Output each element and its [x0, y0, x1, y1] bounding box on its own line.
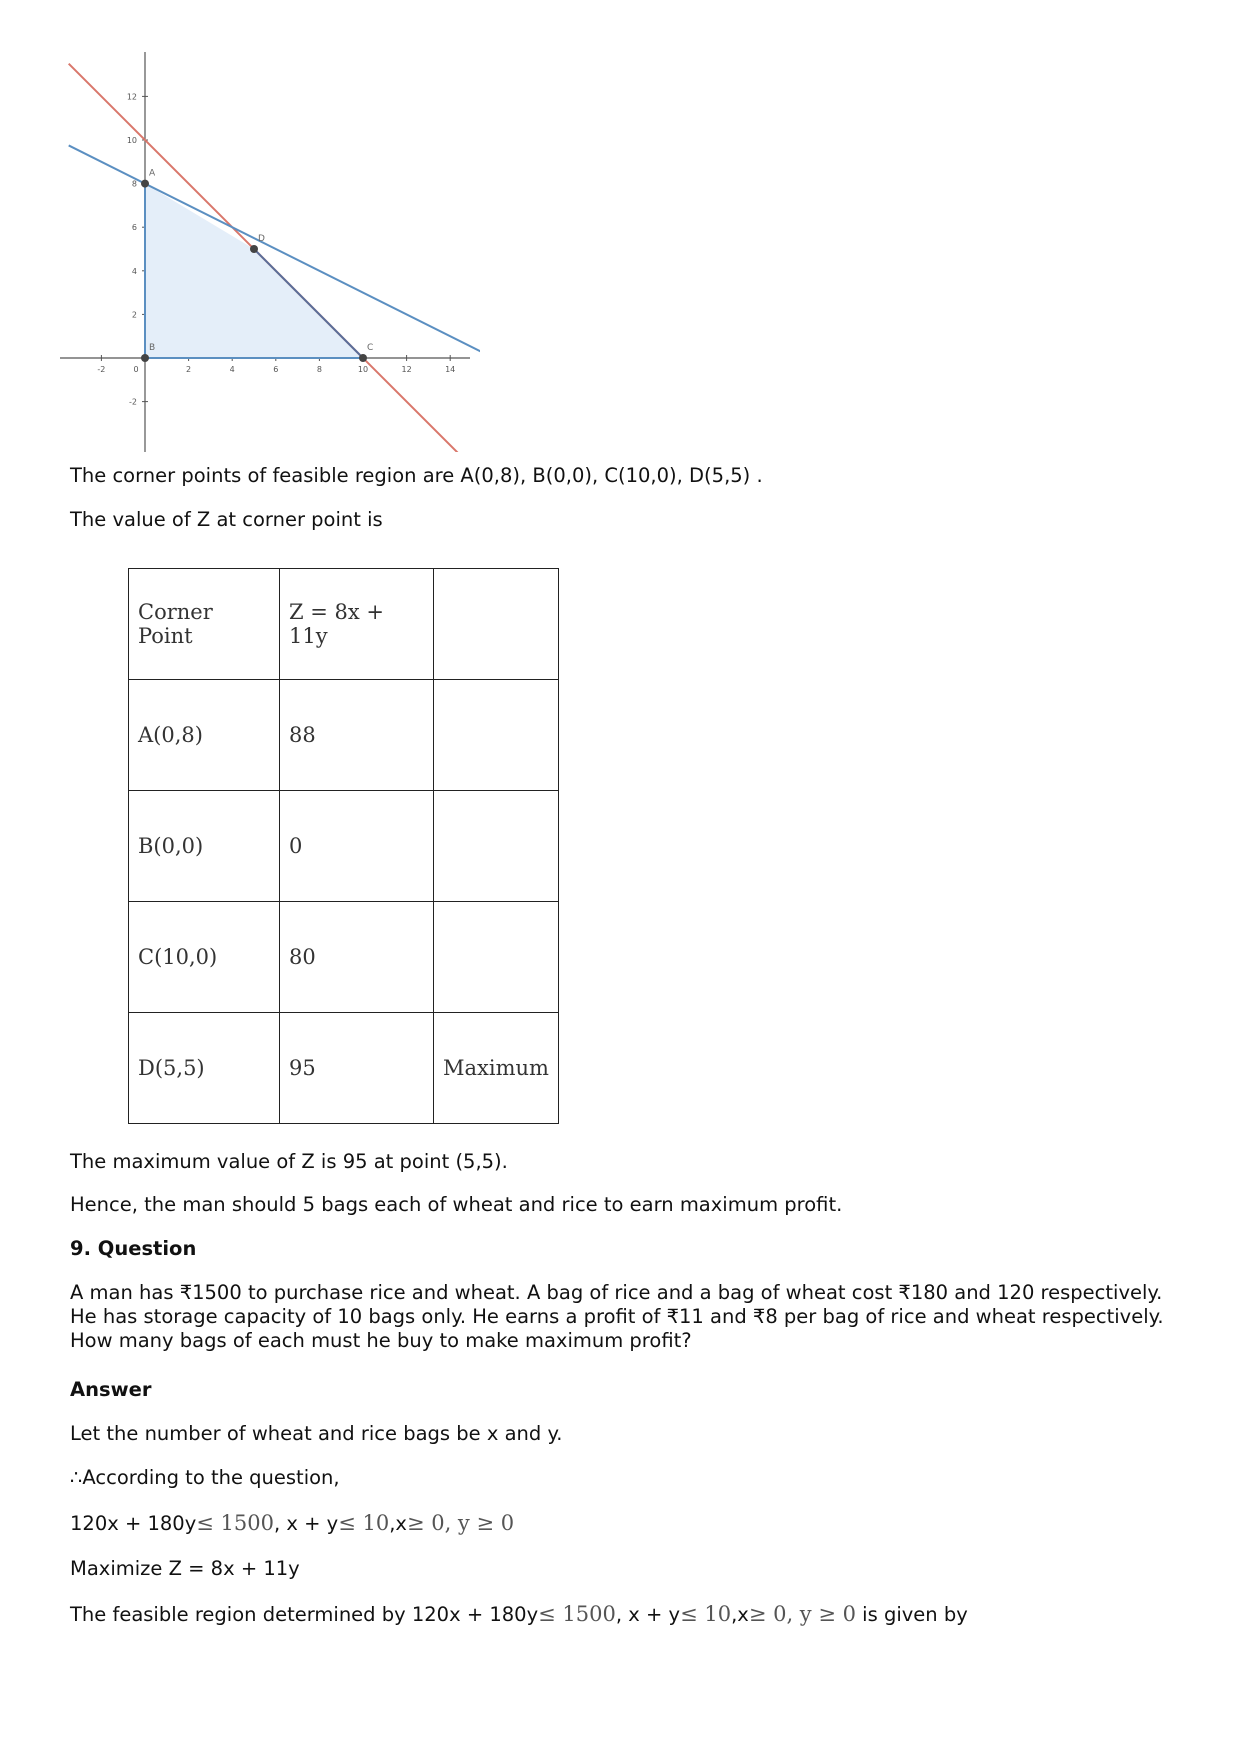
- value-at-text: The value of Z at corner point is: [70, 508, 383, 531]
- feasible-part: , x + y: [615, 1603, 681, 1626]
- hence-text: Hence, the man should 5 bags each of wheat and rice to earn maximum profit.: [70, 1193, 843, 1216]
- feasible-region: [145, 184, 363, 358]
- x-tick-label: 2: [186, 365, 192, 374]
- question-heading: 9. Question: [70, 1237, 197, 1260]
- y-tick-label: 6: [131, 223, 137, 233]
- table-cell: Maximum: [434, 1013, 559, 1124]
- y-tick-label: -2: [129, 397, 137, 407]
- table-header-cell: [434, 569, 559, 680]
- feasible-part: ,x: [731, 1603, 749, 1626]
- constraint-part: , x + y: [273, 1512, 339, 1535]
- table-cell: [434, 791, 559, 902]
- constraint-math: ≤ 10: [338, 1511, 390, 1535]
- x-tick-label: 4: [229, 365, 235, 374]
- table-cell: D(5,5): [129, 1013, 280, 1124]
- table-cell: 88: [280, 680, 434, 791]
- constraint-part: 120x + 180y: [70, 1512, 197, 1535]
- let-text: Let the number of wheat and rice bags be x and y.: [70, 1422, 563, 1445]
- constraint-part: ,x: [389, 1512, 407, 1535]
- feasible-math: ≤ 1500: [538, 1602, 616, 1626]
- y-tick-label: 12: [126, 92, 137, 102]
- table-row: [129, 902, 559, 1013]
- according-text: ∴According to the question,: [70, 1466, 340, 1489]
- corner-point-label: C: [367, 343, 374, 353]
- x-tick-label: 8: [316, 365, 322, 374]
- x-tick-label: 10: [357, 365, 369, 374]
- x-tick-label: 6: [273, 365, 279, 374]
- table-header-cell: Z = 8x + 11y: [280, 569, 434, 680]
- corner-point-d: [250, 245, 258, 253]
- feasible-part: The feasible region determined by 120x + 180y: [70, 1603, 539, 1626]
- feasible-region-line: [70, 1602, 968, 1627]
- feasible-math: ≤ 10: [680, 1602, 732, 1626]
- y-tick-label: 2: [131, 310, 137, 320]
- table-row: [129, 791, 559, 902]
- y-tick-label: 10: [126, 136, 137, 145]
- table-header-row: [129, 569, 559, 680]
- table-cell: [434, 902, 559, 1013]
- constraint-math: ≥ 0, y ≥ 0: [406, 1511, 515, 1535]
- table-cell: 80: [280, 902, 434, 1013]
- table-cell: B(0,0): [129, 791, 280, 902]
- constraints-line: [70, 1511, 514, 1536]
- corner-points-text: The corner points of feasible region are A(0,8), B(0,0), C(10,0), D(5,5) .: [70, 464, 763, 487]
- answer-heading: Answer: [70, 1378, 152, 1401]
- x-tick-label: 12: [401, 365, 412, 374]
- corner-point-label: A: [149, 168, 156, 179]
- table-cell: 95: [280, 1013, 434, 1124]
- feasible-part: is given by: [855, 1603, 968, 1626]
- constraint-line-red: [69, 64, 461, 452]
- corner-point-label: B: [149, 343, 156, 353]
- table-header-cell: Corner Point: [129, 569, 280, 680]
- question-text: A man has ₹1500 to purchase rice and wheat. A bag of rice and a bag of wheat cost ₹180 and 120 respectively. He has storage capacity of 10 bags only. He earns a profit of ₹11 and ₹8 per bag of rice and wheat respectively. How many bags of each must he buy to make maximum profit?: [70, 1281, 1164, 1352]
- x-tick-label: 14: [445, 365, 456, 374]
- x-tick-label: -2: [97, 365, 106, 374]
- corner-point-label: D: [258, 234, 265, 244]
- table-cell: A(0,8): [129, 680, 280, 791]
- maximize-text: Maximize Z = 8x + 11y: [70, 1557, 300, 1580]
- feasible-math: ≥ 0, y ≥ 0: [748, 1602, 856, 1626]
- corner-point-a: [141, 180, 149, 188]
- table-row: [129, 1013, 559, 1124]
- table-cell: [434, 680, 559, 791]
- corner-point-c: [359, 354, 367, 362]
- feasible-region-graph: [60, 52, 480, 452]
- table-cell: 0: [280, 791, 434, 902]
- constraint-math: ≤ 1500: [196, 1511, 274, 1535]
- table-row: [129, 680, 559, 791]
- y-tick-label: 4: [131, 266, 137, 276]
- corner-point-b: [141, 354, 149, 362]
- table-cell: C(10,0): [129, 902, 280, 1013]
- x-tick-label: 0: [133, 365, 139, 374]
- y-tick-label: 8: [131, 179, 137, 189]
- corner-point-table: [128, 568, 559, 1124]
- max-value-text: The maximum value of Z is 95 at point (5,5).: [70, 1150, 508, 1173]
